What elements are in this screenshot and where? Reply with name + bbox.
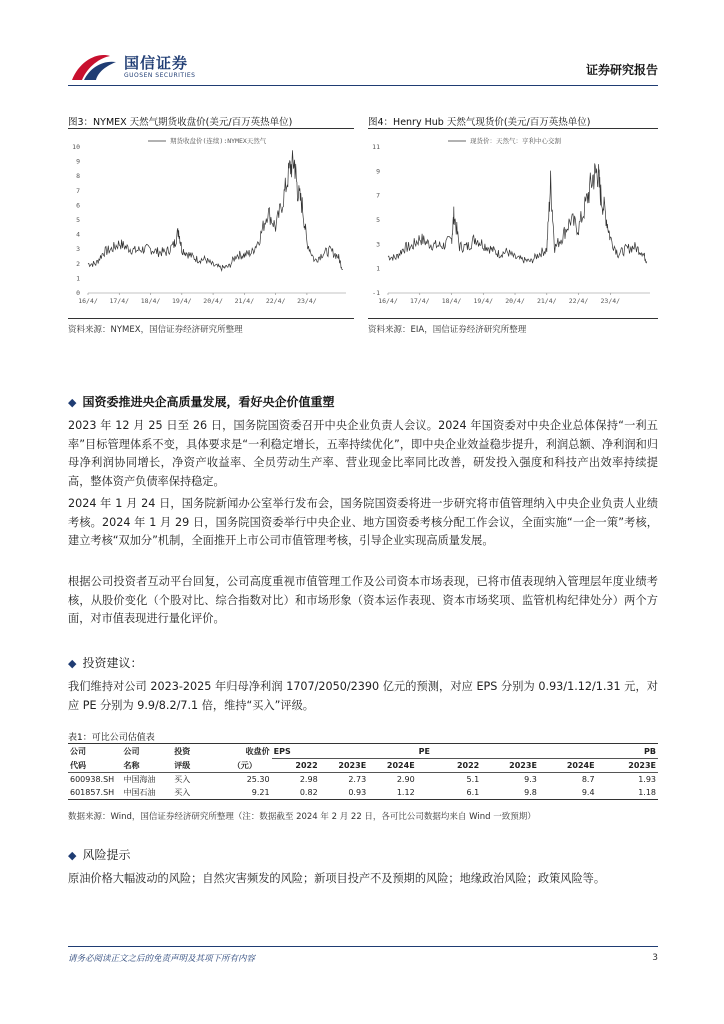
- figure3-chart: [68, 133, 354, 313]
- table1-note: 数据来源：Wind，国信证券经济研究所整理（注：数据截至 2024 年 2 月 22 日，各可比公司数据均来自 Wind 一致预期）: [68, 812, 536, 822]
- valuation-table: [68, 745, 658, 800]
- header-code: 公司: [70, 747, 86, 757]
- header-pe-year: 2024E: [539, 759, 597, 773]
- y-tick-label: 1: [376, 264, 380, 273]
- header-pe-year: 2023E: [481, 759, 539, 773]
- cell-name: 中国海油: [123, 775, 156, 784]
- header-eps: EPS: [273, 747, 291, 756]
- y-tick-label: -1: [372, 289, 380, 297]
- table1-title: 表1：可比公司估值表: [68, 733, 155, 743]
- paragraph: 我们维持对公司 2023-2025 年归母净利润 1707/2050/2390 亿元的预测，对应 EPS 分别为 0.93/1.12/1.31 元，对应 PE 分别为 9.9/8.2/7.1 倍，维持“买入”评级。: [68, 680, 658, 712]
- x-tick-label: 23/4/: [600, 297, 621, 305]
- y-tick-label: 1: [76, 274, 80, 283]
- header-rating-2: 评级: [174, 760, 191, 770]
- y-tick-label: 9: [376, 167, 380, 176]
- header-eps-year: 2023E: [320, 759, 369, 773]
- y-tick-label: 5: [376, 216, 380, 224]
- table1-top-rule: [68, 743, 658, 744]
- cell-pb: 1.18: [638, 788, 656, 797]
- cell-rating: 买入: [174, 788, 191, 797]
- diamond-bullet-icon: ◆: [68, 396, 77, 409]
- header-eps-year: 2022: [272, 759, 320, 773]
- section-heading-soe: [68, 393, 334, 410]
- section-heading-investment: [68, 654, 142, 671]
- cell-pe: 9.8: [524, 788, 537, 797]
- footer-disclaimer: 请务必阅读正文之后的免责声明及其项下所有内容: [68, 954, 256, 964]
- header-rating: 投资: [174, 747, 191, 757]
- figure3-bottom-rule: [68, 318, 354, 319]
- x-tick-label: 19/4/: [473, 297, 494, 305]
- header-name-2: 名称: [123, 760, 140, 770]
- x-tick-label: 17/4/: [109, 297, 130, 305]
- section-heading-text: 国资委推进央企高质量发展，看好央企价值重塑: [82, 395, 335, 409]
- cell-name: 中国石油: [123, 788, 156, 797]
- x-tick-label: 21/4/: [234, 297, 255, 305]
- guosen-logo: [70, 50, 120, 84]
- figure4-chart: [368, 133, 658, 313]
- x-tick-label: 18/4/: [441, 297, 462, 305]
- cell-price: 9.21: [251, 788, 270, 797]
- y-tick-label: 3: [76, 245, 80, 254]
- y-tick-label: 2: [76, 259, 80, 268]
- cell-pb: 1.93: [638, 775, 656, 784]
- x-tick-label: 20/4/: [203, 297, 223, 305]
- diamond-bullet-icon: ◆: [68, 849, 77, 862]
- diamond-bullet-icon: ◆: [68, 657, 77, 670]
- y-tick-label: 0: [76, 289, 80, 297]
- cell-eps: 2.90: [396, 775, 415, 784]
- series-line: [388, 163, 647, 263]
- y-tick-label: 7: [376, 191, 380, 200]
- section-heading-text: 风险提示: [82, 848, 131, 862]
- cell-pe: 8.7: [581, 775, 595, 784]
- y-tick-label: 8: [76, 172, 80, 181]
- cell-eps: 2.98: [299, 775, 318, 784]
- x-tick-label: 18/4/: [140, 297, 161, 305]
- y-tick-label: 9: [76, 157, 80, 166]
- figure4-bottom-rule: [368, 318, 658, 319]
- x-tick-label: 23/4/: [297, 297, 317, 305]
- x-tick-label: 22/4/: [568, 297, 589, 305]
- table-header-row: [68, 759, 658, 773]
- cell-pe: 9.3: [524, 775, 537, 784]
- section-heading-text: 投资建议：: [82, 656, 143, 670]
- figure3-top-rule: [68, 128, 354, 129]
- page-number: 3: [652, 953, 658, 963]
- y-tick-label: 10: [72, 143, 80, 151]
- cell-eps: 2.73: [348, 775, 367, 784]
- figure4-top-rule: [368, 128, 658, 129]
- y-tick-label: 4: [76, 230, 80, 239]
- paragraph: 原油价格大幅波动的风险；自然灾害频发的风险；新项目投产不及预期的风险；地缘政治风险；政策风险等。: [68, 872, 606, 885]
- table-row: [68, 786, 658, 800]
- cell-eps: 1.12: [396, 788, 415, 797]
- cell-pe: 6.1: [466, 788, 480, 797]
- y-tick-label: 3: [376, 240, 380, 249]
- cell-price: 25.30: [246, 775, 270, 784]
- x-tick-label: 22/4/: [265, 297, 286, 305]
- cell-eps: 0.93: [348, 788, 367, 797]
- figure4-source: 资料来源：EIA，国信证券经济研究所整理: [368, 325, 527, 335]
- paragraph: 2023 年 12 月 25 日至 26 日，国务院国资委召开中央企业负责人会议。2024 年国资委对中央企业总体保持“一利五率”目标管理体系不变，具体要求是“一利稳定增长，五率持续优化”，即中央企业效益稳步提升，利润总额、净利润和归母净利润协同增长，净资产收益率、全员劳动生产率、营业现金比率同比改善，研发投入强度和科技产出效率持续提高，整体资产负债率保持稳定。: [68, 419, 658, 488]
- cell-eps: 0.82: [299, 788, 318, 797]
- x-tick-label: 16/4/: [378, 297, 398, 305]
- cell-rating: 买入: [174, 775, 191, 784]
- paragraph: 根据公司投资者互动平台回复，公司高度重视市值管理工作及公司资本市场表现，已将市值表现纳入管理层年度业绩考核，从股价变化（个股对比、综合指数对比）和市场形象（资本运作表现、资本市场奖项、监管机构纪律处分）两个方面，对市值表现进行量化评价。: [68, 575, 658, 625]
- header-pe: PE: [418, 747, 430, 756]
- footer-divider: [68, 946, 658, 947]
- y-tick-label: 7: [76, 186, 80, 195]
- x-tick-label: 17/4/: [409, 297, 430, 305]
- header-eps-year: 2024E: [368, 759, 417, 773]
- brand-name: 国信证券: [124, 54, 189, 72]
- table-header-row: [68, 745, 658, 759]
- header-name: 公司: [123, 747, 140, 757]
- cell-pe: 5.1: [466, 775, 480, 784]
- x-tick-label: 19/4/: [172, 297, 192, 305]
- legend-label: 期货收盘价(连续):NYMEX天然气: [170, 137, 267, 145]
- header-price-2: （元）: [232, 760, 257, 770]
- cell-pe: 9.4: [581, 788, 595, 797]
- header-pb-year: 2023E: [597, 759, 658, 773]
- series-line: [88, 150, 343, 270]
- header-code-2: 代码: [70, 760, 86, 770]
- x-tick-label: 16/4/: [78, 297, 98, 305]
- cell-code: 601857.SH: [70, 788, 115, 797]
- figure3-source: 资料来源：NYMEX，国信证券经济研究所整理: [68, 325, 243, 335]
- legend-label: 现货价：天然气：亨利中心交割: [470, 137, 561, 145]
- figure3-title: 图3：NYMEX 天然气期货收盘价(美元/百万英热单位): [68, 117, 293, 128]
- y-tick-label: 11: [372, 143, 380, 151]
- y-tick-label: 5: [76, 216, 80, 224]
- table-row: [68, 773, 658, 787]
- header-pb: PB: [644, 747, 656, 756]
- figure4-title: 图4：Henry Hub 天然气现货价(美元/百万英热单位): [368, 117, 591, 128]
- x-tick-label: 20/4/: [505, 297, 525, 305]
- y-tick-label: 6: [76, 201, 80, 210]
- header-price: 收盘价: [245, 747, 270, 757]
- cell-code: 600938.SH: [70, 775, 115, 784]
- header-pe-year: 2022: [417, 759, 482, 773]
- section-heading-risk: [68, 846, 130, 863]
- report-type: 证券研究报告: [585, 63, 658, 77]
- x-tick-label: 21/4/: [536, 297, 557, 305]
- brand-subtitle: GUOSEN SECURITIES: [124, 72, 196, 79]
- header-divider: [68, 85, 658, 86]
- paragraph: 2024 年 1 月 24 日，国务院新闻办公室举行发布会，国务院国资委将进一步研究将市值管理纳入中央企业负责人业绩考核。2024 年 1 月 29 日，国务院国资委举行中央企业、地方国资委考核分配工作会议，全面实施“一企一策”考核，建立考核“双加分”机制，全面推开上市公司市值管理考核，引导企业实现高质量发展。: [68, 497, 658, 547]
